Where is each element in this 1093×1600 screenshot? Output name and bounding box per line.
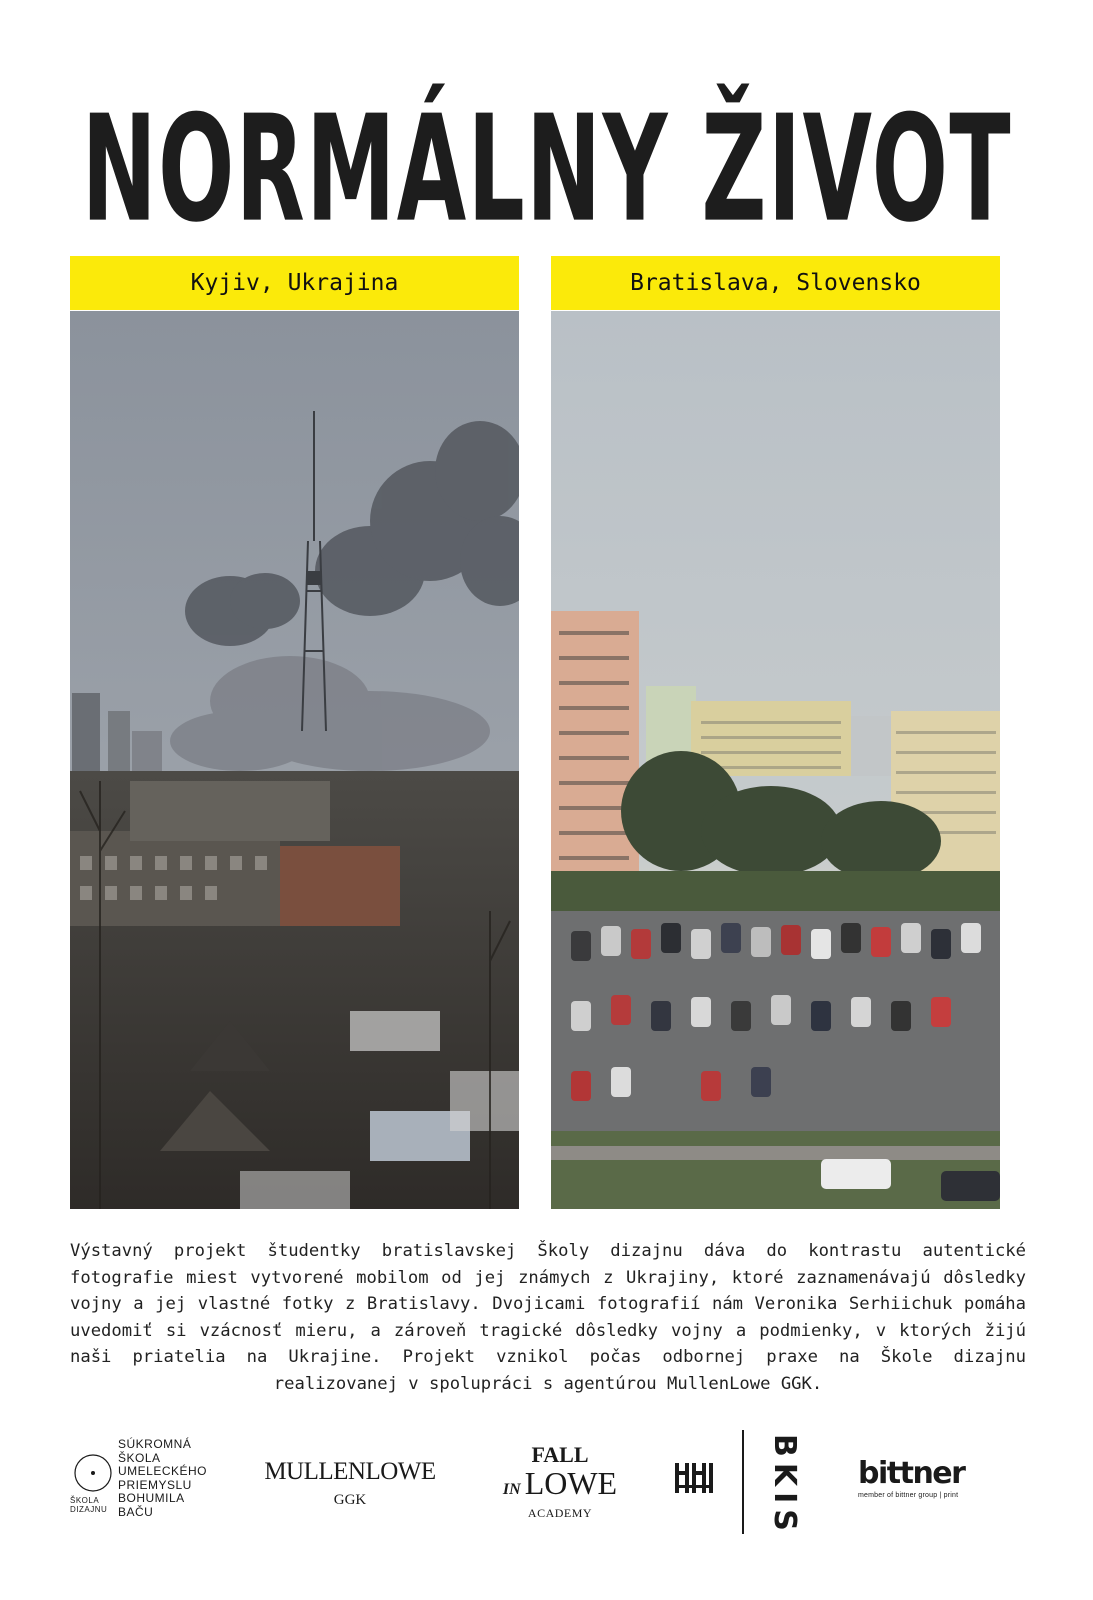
logo-fall-in-lowe: FALL IN LOWE ACADEMY [502,1442,618,1520]
poster-title-text: NORMÁLNY ŽIVOT [81,84,1012,256]
label-bratislava: Bratislava, Slovensko [551,256,1000,310]
partner-logos [70,1430,1030,1540]
photo-bratislava [551,311,1000,1209]
logo-divider [742,1430,744,1534]
photo-kyjiv [70,311,519,1209]
grid-logo-icon [675,1463,713,1493]
school-name: SÚKROMNÁ ŠKOLA UMELECKÉHO PRIEMYSLU BOHUMILA BAČU [118,1437,208,1519]
logo-skola-dizajnu [70,1438,230,1528]
label-kyjiv: Kyjiv, Ukrajina [70,256,519,310]
logo-bittner: bittner member of bittner group | print [858,1456,965,1499]
project-description: Výstavný projekt študentky bratislavskej Školy dizajnu dáva do kontrastu autentické fotografie miest vytvorené mobilom od jej známych z Ukrajiny, ktoré zaznamenávajú dôsledky vojny a jej vlastné fotky z Bratislavy. Dvojicami fotografií nám Veronika Serhiichuk pomáha uvedomiť si vzácnosť mieru, a zároveň tragické dôsledky vojny a podmienky, v ktorých žijú naši priatelia na Ukrajine. Projekt vznikol počas odbornej praxe na Škole dizajnu realizovanej v spolupráci s agentúrou MullenLowe GGK. [70,1241,1026,1394]
logo-mullenlowe: MULLENLOWE GGK [264,1458,436,1508]
poster-title [0,84,1093,256]
logo-bkis: BKIS [767,1434,802,1537]
school-ring-text: ŠKOLA DIZAJNU [70,1496,108,1514]
